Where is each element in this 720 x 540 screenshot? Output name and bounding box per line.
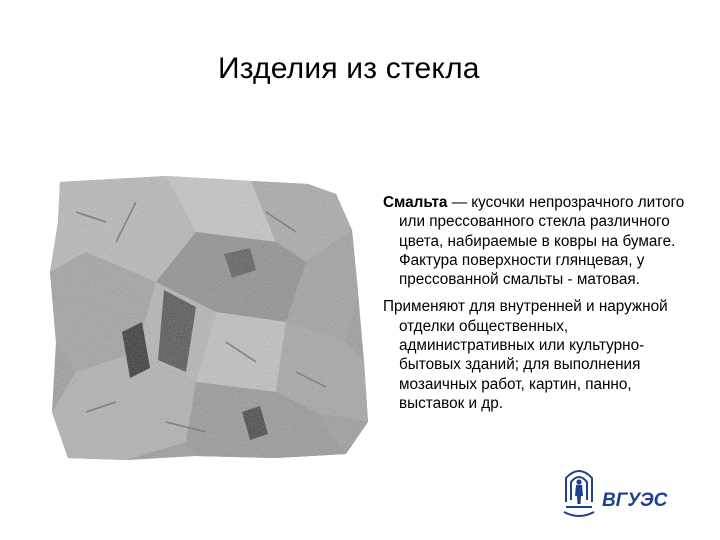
smalt-definition-text: — кусочки непрозрачного литого или прессованного стекла различного цвета, набираемые в ковры на бумаге. Фактура поверхности глянцевая, у прессованной смальты - матовая.: [399, 194, 685, 289]
paragraph-smalt-definition: [383, 193, 698, 289]
logo-text: ВГУЭС: [602, 490, 668, 511]
term-smalt: Смальта: [383, 194, 448, 211]
slide-title: Изделия из стекла: [218, 52, 480, 85]
paragraph-application: [383, 297, 698, 413]
smalt-photo: [46, 172, 374, 462]
body-text: [383, 193, 698, 421]
university-logo: [562, 462, 694, 524]
application-text: Применяют для внутренней и наружной отделки общественных, административных или культурно-бытовых зданий; для выполнения мозаичных работ, картин, панно, выставок и др.: [383, 298, 668, 412]
